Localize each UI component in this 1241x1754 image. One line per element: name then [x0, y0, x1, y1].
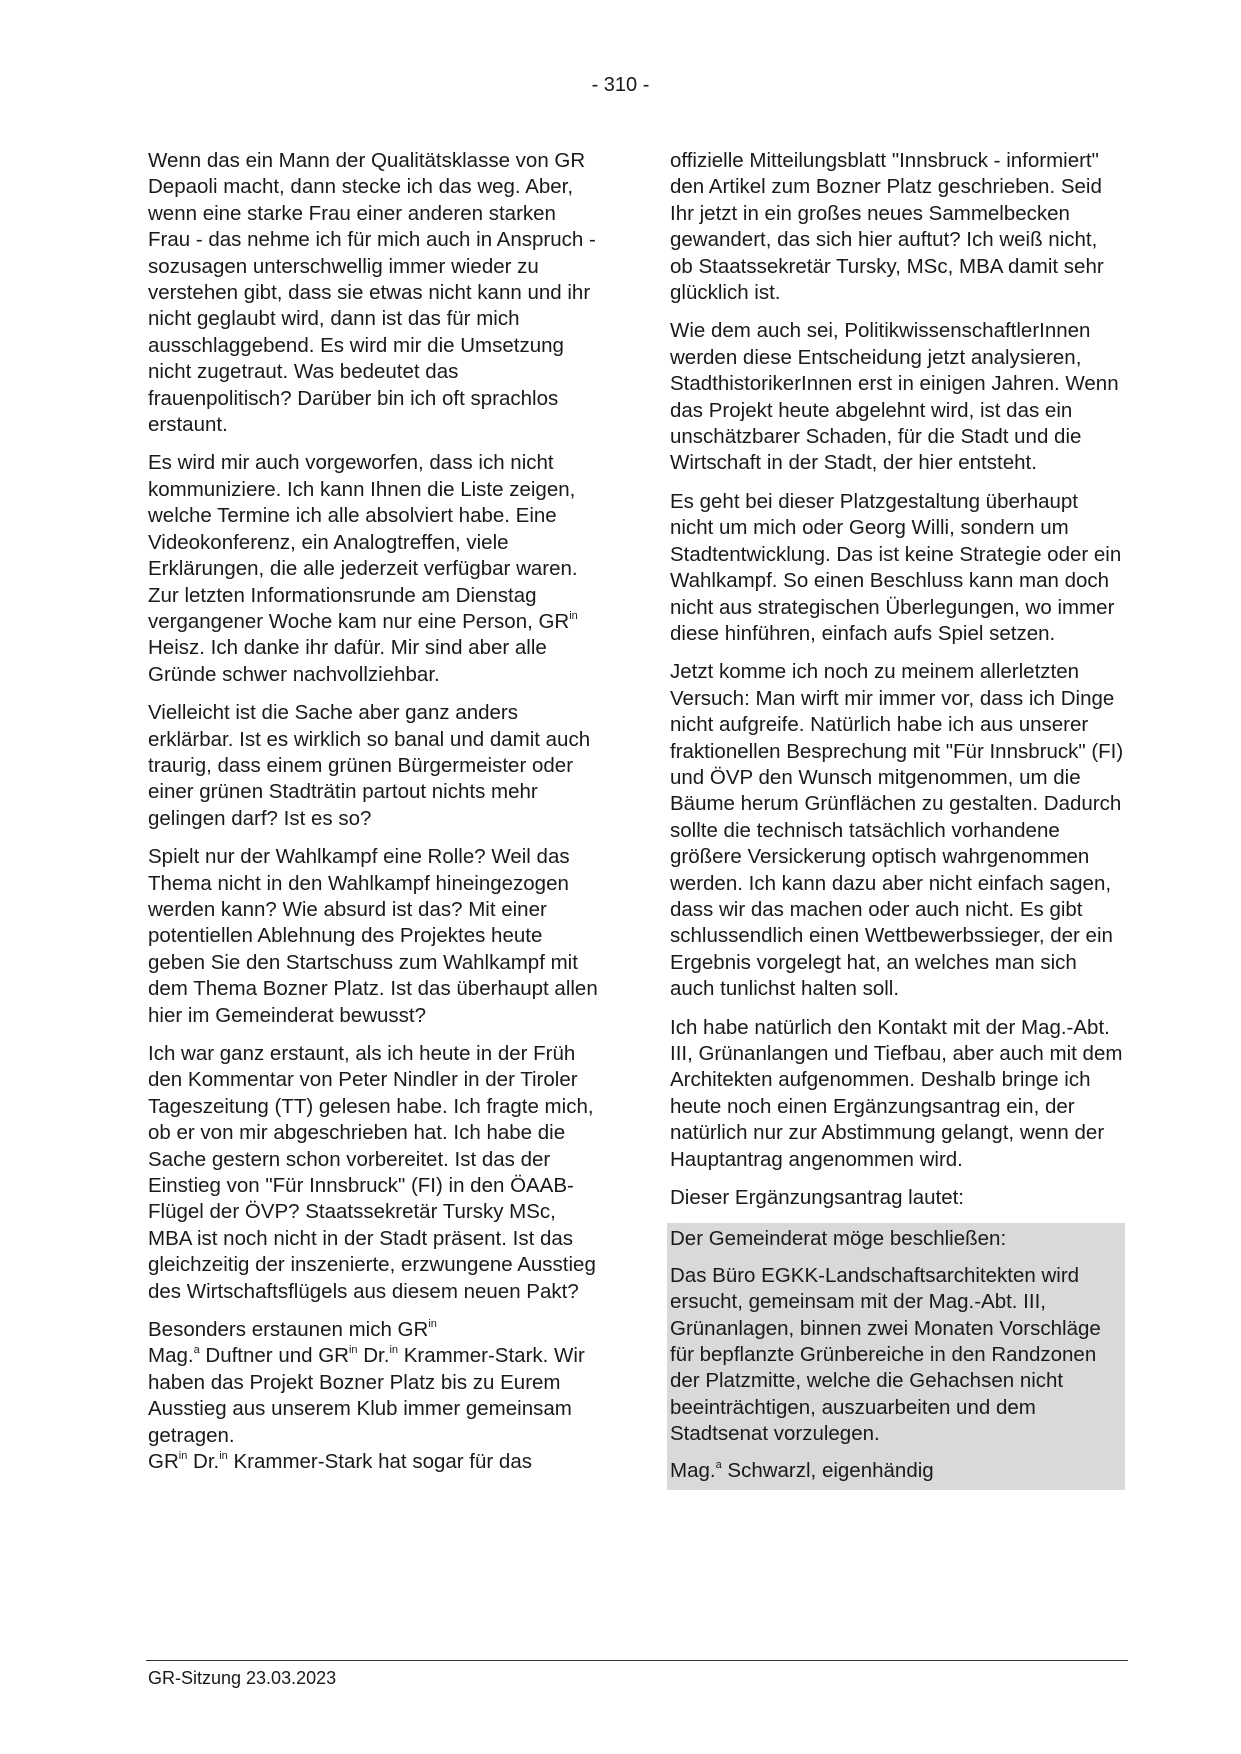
- paragraph: offizielle Mitteilungsblatt "Innsbruck - informiert" den Artikel zum Bozner Platz geschrieben. Seid Ihr jetzt in ein großes neues Sammelbecken gewandert, das sich hier auftut? Ich weiß nicht, ob Staatssekretär Tursky, MSc, MBA damit sehr glücklich ist.: [670, 149, 1104, 305]
- text-run: Dr.: [357, 1344, 390, 1368]
- text-run: Duftner und GR: [199, 1344, 349, 1368]
- superscript: a: [193, 1344, 200, 1357]
- motion-box: [667, 1223, 1125, 1490]
- paragraph: [148, 1449, 603, 1475]
- paragraph: Spielt nur der Wahlkampf eine Rolle? Weil das Thema nicht in den Wahlkampf hineingezogen werden kann? Wie absurd ist das? Mit einer potentiellen Ablehnung des Projektes heute geben Sie den Startschuss zum Wahlkampf mit dem Thema Bozner Platz. Ist das überhaupt allen hier im Gemeinderat bewusst?: [148, 845, 598, 1027]
- paragraph: Dieser Ergänzungsantrag lautet:: [670, 1186, 965, 1210]
- motion-body: Das Büro EGKK-Landschaftsarchitekten wird ersucht, gemeinsam mit der Mag.-Abt. III, Grünanlagen, binnen zwei Monaten Vorschläge für bepflanzte Grünbereiche in den Randzonen der Platzmitte, welche die Gehachsen nicht beeinträchtigen, auszuarbeiten und dem Stadtsenat vorzulegen.: [670, 1263, 1101, 1446]
- paragraph: Wenn das ein Mann der Qualitätsklasse von GR Depaoli macht, dann stecke ich das weg. Aber, wenn eine starke Frau einer anderen starken Frau - das nehme ich für mich auch in Anspruch - sozusagen unterschwellig immer wieder zu verstehen gibt, dass sie etwas nicht kann und ihr nicht geglaubt wird, dann ist das für mich ausschlaggebend. Es wird mir die Umsetzung nicht zugetraut. Was bedeutet das frauenpolitisch? Darüber bin ich oft sprachlos erstaunt.: [148, 149, 596, 437]
- paragraph: Wie dem auch sei, PolitikwissenschaftlerInnen werden diese Entscheidung jetzt analysieren, StadthistorikerInnen erst in einigen Jahren. Wenn das Projekt heute abgelehnt wird, ist das ein unschätzbarer Schaden, für die Stadt und die Wirtschaft in der Stadt, der hier entsteht.: [670, 319, 1119, 475]
- paragraph: [148, 450, 603, 688]
- superscript: in: [389, 1344, 398, 1357]
- text-run: GR: [148, 1450, 179, 1474]
- text-run: Dr.: [187, 1450, 220, 1474]
- superscript: in: [219, 1450, 228, 1463]
- text-run: Besonders erstaunen mich GR: [148, 1318, 429, 1342]
- paragraph: Vielleicht ist die Sache aber ganz anders erklärbar. Ist es wirklich so banal und damit auch traurig, dass einem grünen Bürgermeister oder einer grünen Stadträtin partout nichts mehr gelingen darf? Ist es so?: [148, 701, 591, 830]
- paragraph: Jetzt komme ich noch zu meinem allerletzten Versuch: Man wirft mir immer vor, dass ich Dinge nicht aufgreife. Natürlich habe ich aus unserer fraktionellen Besprechung mit "Für Innsbruck" (FI) und ÖVP den Wunsch mitgenommen, um die Bäume herum Grünflächen zu gestalten. Dadurch sollte die technisch tatsächlich vorhandene größere Versickerung optisch wahrgenommen werden. Ich kann dazu aber nicht einfach sagen, dass wir das machen oder auch nicht. Es gibt schlussendlich einen Wettbewerbssieger, der ein Ergebnis vorgelegt hat, an welches man sich auch tunlichst halten soll.: [670, 660, 1124, 1001]
- footer-text: GR-Sitzung 23.03.2023: [148, 1668, 337, 1688]
- paragraph: Ich habe natürlich den Kontakt mit der Mag.-Abt. III, Grünanlangen und Tiefbau, aber auch mit dem Architekten aufgenommen. Deshalb bringe ich heute noch einen Ergänzungsantrag ein, der natürlich nur zur Abstimmung gelangt, wenn der Hauptantrag angenommen wird.: [670, 1015, 1123, 1171]
- superscript: in: [348, 1344, 358, 1357]
- paragraph: Ich war ganz erstaunt, als ich heute in der Früh den Kommentar von Peter Nindler in der Tiroler Tageszeitung (TT) gelesen habe. Ich fragte mich, ob er von mir abgeschrieben hat. Ich habe die Sache gestern schon vorbereitet. Ist das der Einstieg von "Für Innsbruck" (FI) in den ÖAAB-Flügel der ÖVP? Staatssekretär Tursky MSc, MBA ist noch nicht in der Stadt präsent. Ist das gleichzeitig der inszenierte, erzwungene Ausstieg des Wirtschaftsflügels aus diesem neuen Pakt?: [148, 1042, 596, 1303]
- motion-signature: [670, 1458, 1125, 1484]
- text-run: Schwarzl, eigenhändig: [721, 1458, 934, 1482]
- motion-intro: Der Gemeinderat möge beschließen:: [670, 1227, 1007, 1251]
- superscript: a: [715, 1458, 722, 1471]
- footer-divider: [146, 1660, 1128, 1661]
- text-run: Krammer-Stark. Wir haben das Projekt Bozner Platz bis zu Eurem Ausstieg aus unserem Klub immer gemeinsam getragen.: [148, 1344, 585, 1447]
- left-column: [148, 148, 603, 1488]
- right-column: [670, 148, 1125, 1490]
- text-run: Krammer-Stark hat sogar für das: [227, 1450, 532, 1474]
- superscript: in: [569, 609, 578, 622]
- text-run: Mag.: [670, 1458, 716, 1482]
- text-run: Heisz. Ich danke ihr dafür. Mir sind aber alle Gründe schwer nachvollziehbar.: [148, 636, 547, 686]
- paragraph: [148, 1317, 603, 1449]
- superscript: in: [178, 1450, 188, 1463]
- text-run: Es wird mir auch vorgeworfen, dass ich nicht kommuniziere. Ich kann Ihnen die Liste zeigen, welche Termine ich alle absolviert habe. Eine Videokonferenz, ein Analogtreffen, viele Erklärungen, die alle jederzeit verfügbar waren. Zur letzten Informationsrunde am Dienstag vergangener Woche kam nur eine Person, GR: [148, 451, 578, 633]
- paragraph: Es geht bei dieser Platzgestaltung überhaupt nicht um mich oder Georg Willi, sondern um Stadtentwicklung. Das ist keine Strategie oder ein Wahlkampf. So einen Beschluss kann man doch nicht aus strategischen Überlegungen, wo immer diese hinführen, einfach aufs Spiel setzen.: [670, 489, 1122, 645]
- page-number: - 310 -: [591, 74, 650, 96]
- superscript: in: [428, 1318, 437, 1331]
- text-run: Mag.: [148, 1344, 194, 1368]
